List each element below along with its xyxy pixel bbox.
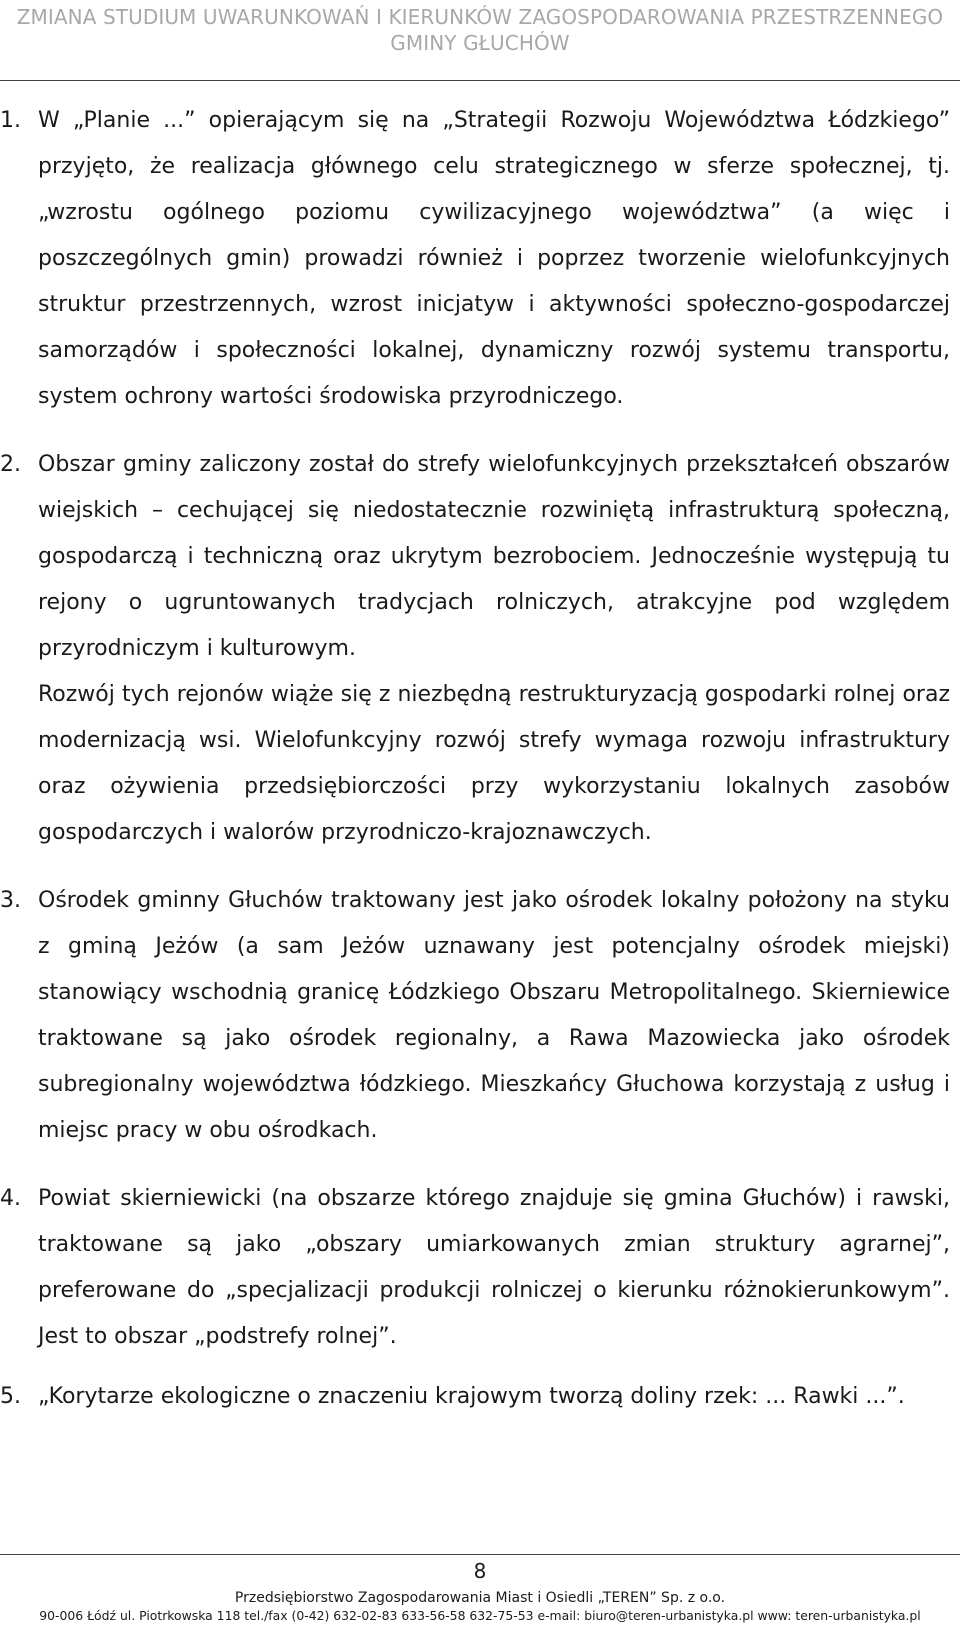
paragraph: Rozwój tych rejonów wiąże się z niezbędną restrukturyzacją gospodarki rolnej oraz modernizacją wsi. Wielofunkcyjny rozwój strefy wymaga rozwoju infrastruktury oraz ożywienia przedsiębiorczości przy wykorzystaniu lokalnych zasobów gospodarczych i walorów przyrodniczo-krajoznawczych. [38, 682, 950, 845]
page-number: 8 [473, 1559, 487, 1583]
footer-company-name: Przedsiębiorstwo Zagospodarowania Miast i Osiedli „TEREN” Sp. z o.o. [234, 1590, 726, 1606]
document-header [0, 4, 960, 56]
list-item-number: 4. [0, 1186, 21, 1211]
list-item-3 [0, 878, 960, 1154]
header-divider [0, 80, 960, 81]
footer-divider [0, 1554, 960, 1555]
list-item-number: 1. [0, 108, 21, 133]
list-item-1 [0, 98, 960, 420]
paragraph: W „Planie ...” opierającym się na „Strategii Rozwoju Województwa Łódzkiego” przyjęto, że realizacja głównego celu strategicznego w sferze społecznej, tj. „wzrostu ogólnego poziomu cywilizacyjnego województwa” (a więc i poszczególnych gmin) prowadzi również i poprzez tworzenie wielofunkcyjnych struktur przestrzennych, wzrost inicjatyw i aktywności społeczno-gospodarczej samorządów i społeczności lokalnej, dynamiczny rozwój systemu transportu, system ochrony wartości środowiska przyrodniczego. [38, 108, 950, 409]
list-item-number: 5. [0, 1384, 21, 1409]
header-title-line2: GMINY GŁUCHÓW [390, 31, 570, 55]
list-item-2 [0, 442, 960, 856]
footer-contact-info: 90-006 Łódź ul. Piotrkowska 118 tel./fax (0-42) 632-02-83 633-56-58 632-75-53 e-mail: biuro@teren-urbanistyka.pl www: teren-urbanistyka.pl [39, 1608, 921, 1623]
header-title-line1: ZMIANA STUDIUM UWARUNKOWAŃ I KIERUNKÓW ZAGOSPODAROWANIA PRZESTRZENNEGO [16, 5, 944, 29]
list-item-number: 3. [0, 888, 21, 913]
paragraph: Powiat skierniewicki (na obszarze którego znajduje się gmina Głuchów) i rawski, traktowane są jako „obszary umiarkowanych zmian struktury agrarnej”, preferowane do „specjalizacji produkcji rolniczej o kierunku różnokierunkowym”. Jest to obszar „podstrefy rolnej”. [38, 1186, 950, 1349]
paragraph: „Korytarze ekologiczne o znaczeniu krajowym tworzą doliny rzek: ... Rawki ...”. [38, 1384, 905, 1409]
paragraph: Ośrodek gminny Głuchów traktowany jest jako ośrodek lokalny położony na styku z gminą Jeżów (a sam Jeżów uznawany jest potencjalny ośrodek miejski) stanowiący wschodnią granicę Łódzkiego Obszaru Metropolitalnego. Skierniewice traktowane są jako ośrodek regionalny, a Rawa Mazowiecka jako ośrodek subregionalny województwa łódzkiego. Mieszkańcy Głuchowa korzystają z usług i miejsc pracy w obu ośrodkach. [38, 888, 950, 1143]
list-item-4 [0, 1176, 960, 1360]
list-item-5 [0, 1374, 960, 1420]
paragraph: Obszar gminy zaliczony został do strefy wielofunkcyjnych przekształceń obszarów wiejskich – cechującej się niedostatecznie rozwiniętą infrastrukturą społeczną, gospodarczą i techniczną oraz ukrytym bezrobociem. Jednocześnie występują tu rejony o ugruntowanych tradycjach rolniczych, atrakcyjne pod względem przyrodniczym i kulturowym. [38, 452, 950, 661]
document-body [0, 98, 960, 1420]
list-item-number: 2. [0, 452, 21, 477]
